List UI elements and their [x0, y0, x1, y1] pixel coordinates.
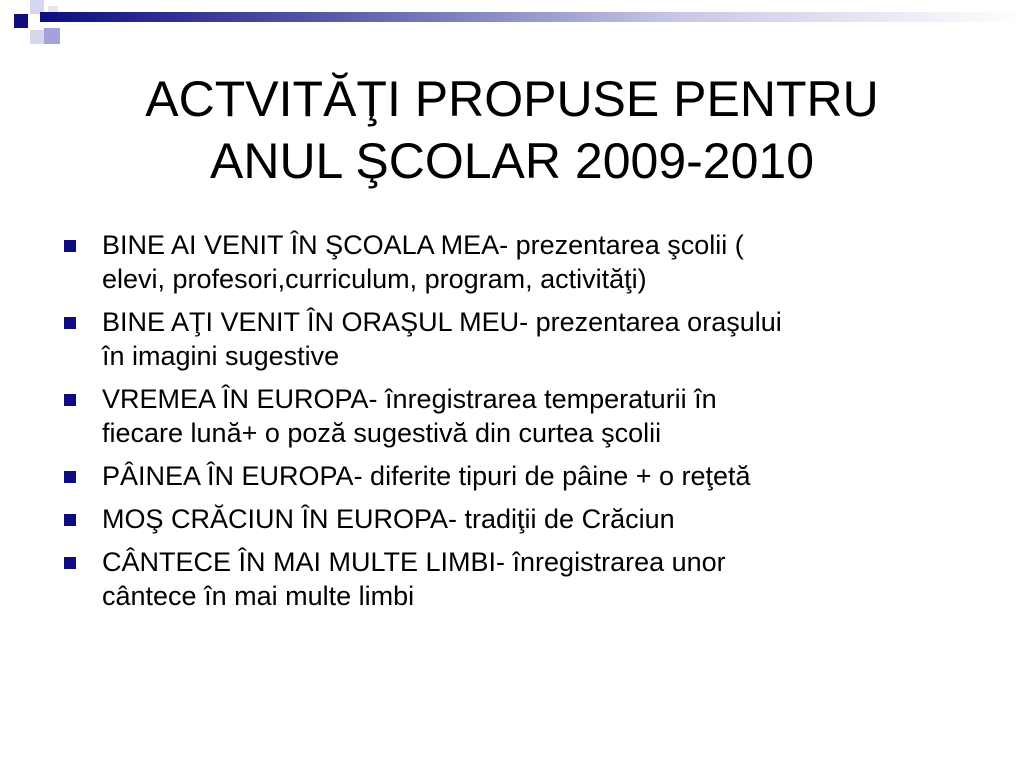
bullet-text: cântece în mai multe limbi [102, 581, 415, 611]
deco-square-dark [14, 14, 28, 28]
bullet-item [60, 459, 970, 493]
title-line: ACTVITĂŢI PROPUSE PENTRU [145, 71, 879, 127]
bullet-text: în imagini sugestive [102, 341, 340, 371]
bullet-item [60, 305, 970, 373]
deco-gradient-bar [40, 12, 1024, 22]
bullet-text: MOŞ CRĂCIUN ÎN EUROPA- tradiţii de Crăciun [102, 504, 675, 534]
bullet-item [60, 502, 970, 536]
slide-title [40, 68, 984, 192]
bullet-text: VREMEA ÎN EUROPA- înregistrarea temperaturii în [102, 384, 717, 414]
bullet-item [60, 545, 970, 613]
bullet-text: BINE AI VENIT ÎN ŞCOALA MEA- prezentarea şcolii ( [102, 230, 744, 260]
deco-square-mid [44, 28, 60, 44]
bullet-item [60, 228, 970, 296]
bullet-text: CÂNTECE ÎN MAI MULTE LIMBI- înregistrarea unor [102, 547, 726, 577]
square-bullet-icon [64, 514, 76, 526]
square-bullet-icon [64, 557, 76, 569]
header-decoration [0, 0, 1024, 60]
bullet-text: BINE AŢI VENIT ÎN ORAŞUL MEU- prezentarea oraşului [102, 307, 782, 337]
square-bullet-icon [64, 240, 76, 252]
deco-square-light [30, 30, 44, 44]
bullet-text: PÂINEA ÎN EUROPA- diferite tipuri de pâine + o reţetă [102, 461, 751, 491]
square-bullet-icon [64, 471, 76, 483]
square-bullet-icon [64, 317, 76, 329]
square-bullet-icon [64, 394, 76, 406]
bullet-text: elevi, profesori,curriculum, program, activităţi) [102, 264, 647, 294]
bullet-list [60, 228, 970, 622]
bullet-item [60, 382, 970, 450]
bullet-text: fiecare lună+ o poză sugestivă din curtea şcolii [102, 418, 662, 448]
title-line: ANUL ŞCOLAR 2009-2010 [209, 133, 815, 189]
